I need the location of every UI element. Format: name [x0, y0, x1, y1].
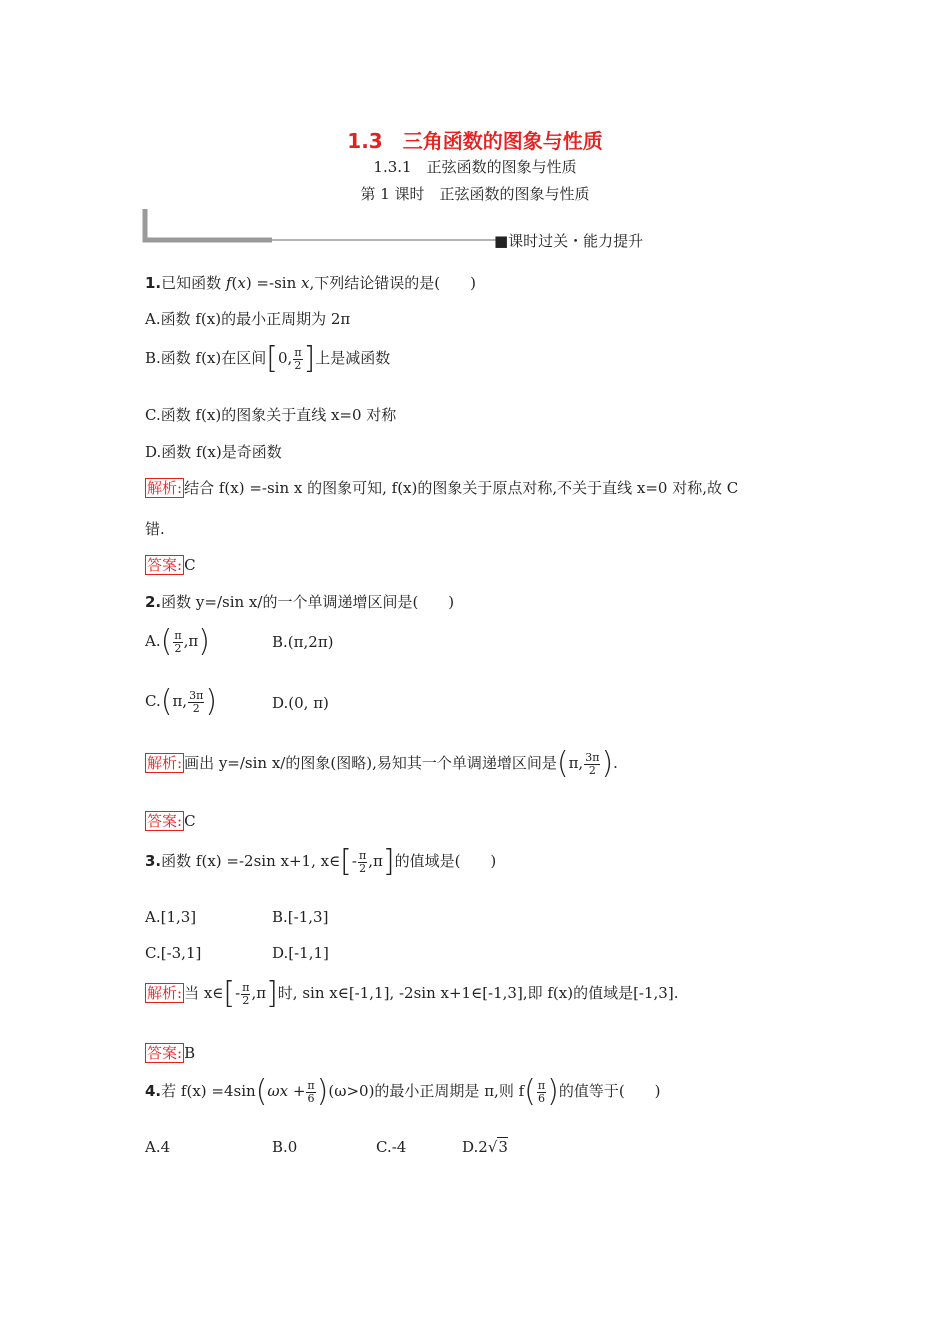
q2-option-d: D.(0, π)	[272, 694, 329, 712]
q2-analysis: 解析: 画出 y=/sin x/的图象(图略),易知其一个单调递增区间是(π, $\frac{3\pi}{2}$ ).	[147, 746, 618, 781]
q3-option-b: B.[-1,3]	[272, 908, 329, 926]
question-2-stem: 2.函数 y=/sin x/的一个单调递增区间是( )	[145, 593, 455, 611]
banner-label: ■课时过关・能力提升	[494, 232, 644, 250]
q3-answer: 答案: B	[147, 1044, 196, 1062]
q2-option-c: C.(π, $\frac{3\pi}{2}$ )	[145, 684, 218, 719]
q4-option-c: C.-4	[376, 1138, 407, 1156]
question-3-stem: 3.函数 f(x) =-2sin x+1, x∈[- $\frac{\pi}{2}$ ,π]的值域是( )	[145, 844, 497, 879]
lesson-title: 第 1 课时 正弦函数的图象与性质	[360, 185, 590, 203]
q4-option-a: A.4	[145, 1138, 171, 1156]
q3-option-a: A.[1,3]	[145, 908, 197, 926]
q1-analysis: 解析: 结合 f(x) =-sin x 的图象可知, f(x)的图象关于原点对称,不关于直线 x=0 对称,故 C	[147, 479, 739, 497]
analysis-tag: 解析:	[147, 479, 183, 497]
q2-answer: 答案: C	[147, 812, 196, 830]
q1-option-a: A.函数 f(x)的最小正周期为 2π	[145, 310, 351, 328]
q2-option-b: B.(π,2π)	[272, 633, 334, 651]
subsection-title: 1.3.1 正弦函数的图象与性质	[373, 158, 577, 176]
answer-tag: 答案:	[147, 556, 183, 574]
banner-rule	[142, 207, 502, 247]
q3-option-d: D.[-1,1]	[272, 944, 329, 962]
q4-option-b: B.0	[272, 1138, 298, 1156]
q1-option-b: B.函数 f(x)在区间[0, $\frac{\pi}{2}$ ]上是减函数	[145, 341, 391, 376]
q4-option-d: D.2√3	[462, 1138, 508, 1156]
question-4-stem: 4.若 f(x) =4sin(ωx + $\frac{\pi}{6}$ )(ω>0)的最小正周期是 π,则 f( $\frac{\pi}{6}$ )的值等于( )	[145, 1074, 661, 1109]
question-1-stem: 1.已知函数 f(x) =-sin x,下列结论错误的是( )	[145, 274, 476, 292]
section-title: 1.3 三角函数的图象与性质	[347, 129, 603, 153]
q3-option-c: C.[-3,1]	[145, 944, 202, 962]
q2-option-a: A.( $\frac{\pi}{2}$ ,π)	[145, 624, 210, 659]
q1-answer: 答案: C	[147, 556, 196, 574]
q1-analysis-cont: 错.	[145, 520, 165, 538]
q3-analysis: 解析: 当 x∈[- $\frac{\pi}{2}$ ,π]时, sin x∈[-1,1], -2sin x+1∈[-1,3],即 f(x)的值域是[-1,3].	[147, 976, 679, 1011]
q1-option-c: C.函数 f(x)的图象关于直线 x=0 对称	[145, 406, 397, 424]
q1-option-d: D.函数 f(x)是奇函数	[145, 443, 282, 461]
